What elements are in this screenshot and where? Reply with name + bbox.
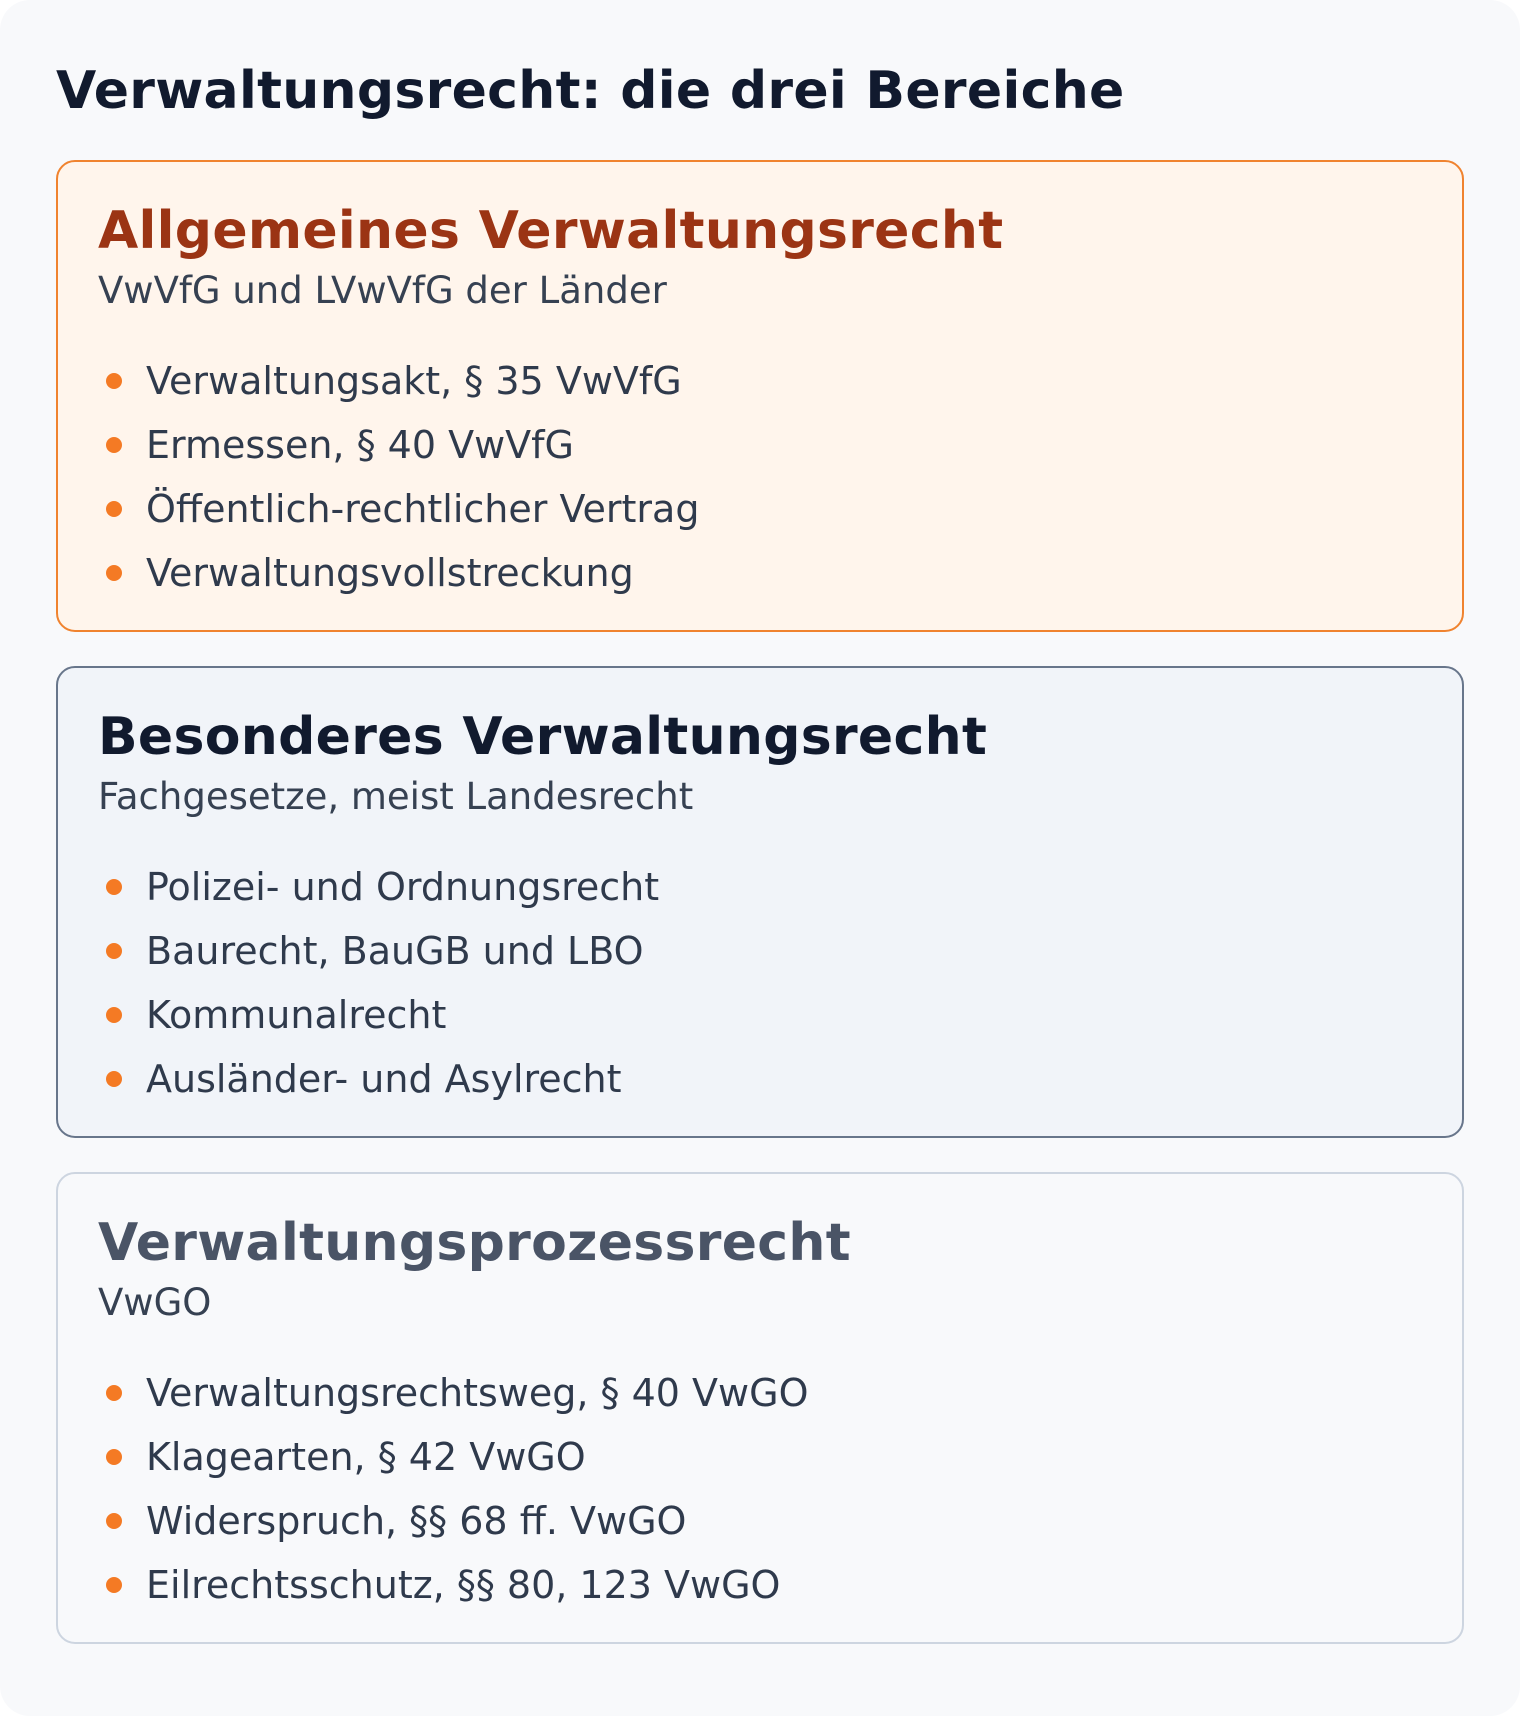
list-item [98, 983, 1422, 1047]
bullet-icon [106, 1513, 122, 1529]
section-item-list [98, 855, 1422, 1111]
list-item [98, 477, 1422, 541]
section-title: Verwaltungsprozessrecht [98, 1213, 851, 1273]
section-subtitle: VwVfG und LVwVfG der Länder [98, 269, 667, 312]
bullet-icon [106, 565, 122, 581]
list-item [98, 413, 1422, 477]
bullet-icon [106, 1071, 122, 1087]
bullet-icon [106, 1577, 122, 1593]
list-item [98, 855, 1422, 919]
list-item-text: Klagearten, § 42 VwGO [146, 1435, 586, 1479]
list-item [98, 1361, 1422, 1425]
section-card-besonderes [56, 666, 1464, 1138]
list-item-text: Baurecht, BauGB und LBO [146, 929, 644, 973]
section-item-list [98, 1361, 1422, 1617]
list-item-text: Verwaltungsvollstreckung [146, 551, 634, 595]
list-item-text: Eilrechtsschutz, §§ 80, 123 VwGO [146, 1563, 781, 1607]
list-item [98, 1425, 1422, 1489]
section-subtitle: VwGO [98, 1281, 212, 1324]
bullet-icon [106, 373, 122, 389]
bullet-icon [106, 1385, 122, 1401]
section-title: Allgemeines Verwaltungsrecht [98, 201, 1004, 261]
list-item-text: Ermessen, § 40 VwVfG [146, 423, 574, 467]
section-card-prozessrecht [56, 1172, 1464, 1644]
list-item-text: Polizei- und Ordnungsrecht [146, 865, 660, 909]
list-item [98, 1553, 1422, 1617]
section-title: Besonderes Verwaltungsrecht [98, 707, 988, 767]
list-item [98, 541, 1422, 605]
bullet-icon [106, 943, 122, 959]
list-item-text: Widerspruch, §§ 68 ff. VwGO [146, 1499, 687, 1543]
section-subtitle: Fachgesetze, meist Landesrecht [98, 775, 694, 818]
section-card-allgemeines [56, 160, 1464, 632]
bullet-icon [106, 437, 122, 453]
list-item [98, 1047, 1422, 1111]
list-item-text: Öffentlich-rechtlicher Vertrag [146, 487, 700, 531]
bullet-icon [106, 501, 122, 517]
list-item-text: Kommunalrecht [146, 993, 447, 1037]
bullet-icon [106, 879, 122, 895]
list-item-text: Verwaltungsrechtsweg, § 40 VwGO [146, 1371, 809, 1415]
page-title: Verwaltungsrecht: die drei Bereiche [56, 61, 1125, 121]
bullet-icon [106, 1449, 122, 1465]
list-item [98, 349, 1422, 413]
list-item [98, 1489, 1422, 1553]
list-item-text: Ausländer- und Asylrecht [146, 1057, 622, 1101]
bullet-icon [106, 1007, 122, 1023]
list-item [98, 919, 1422, 983]
section-item-list [98, 349, 1422, 605]
list-item-text: Verwaltungsakt, § 35 VwVfG [146, 359, 682, 403]
